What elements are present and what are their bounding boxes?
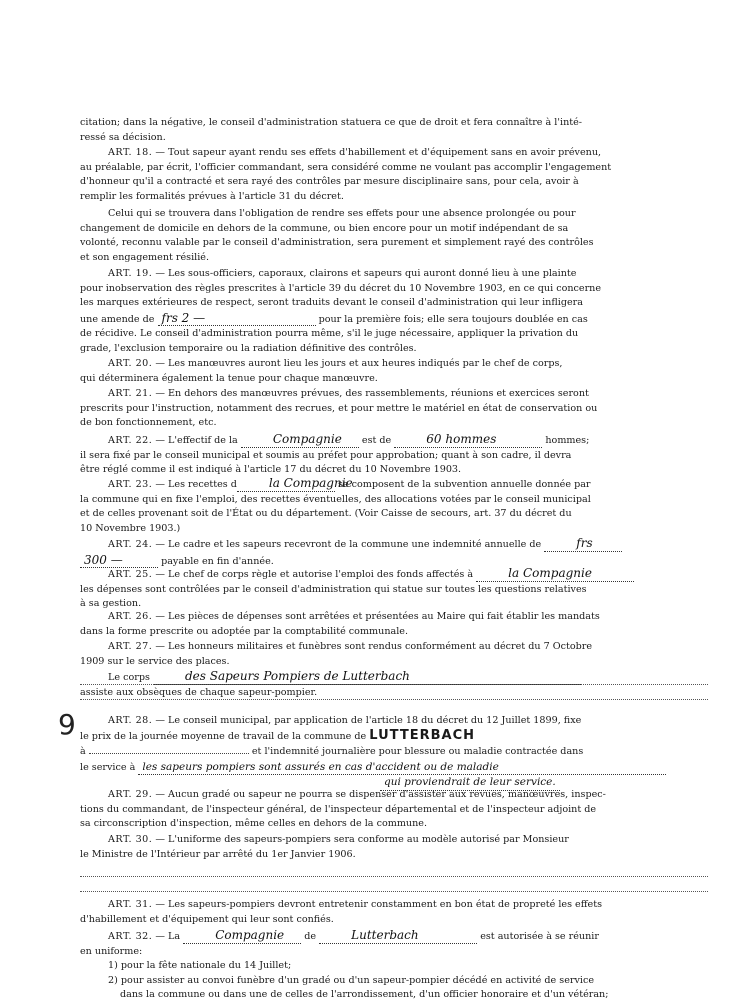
handwritten-corps-type: Compagnie — [241, 432, 359, 448]
article-30: ART. 30. — L'uniforme des sapeurs-pompiers sera conforme au modèle autorisé par Monsieur le Ministre de l'Intérieur par arrêté du 1er Janvier 1906. — [80, 834, 569, 860]
handwritten-fonds: la Compagnie — [476, 566, 634, 582]
article-18: ART. 18. — Tout sapeur ayant rendu ses effets d'habillement et d'équipement sans en avoir prévenu, au préalable, par écrit, l'officier commandant, sera considéré comme ne voulant pas accomplir l'engagement d'honneur qu'il a contracté et sera rayé des contrôles par mesure disciplinaire sans, pour cela, avoir à remplir les formalités prévues à l'article 31 du décret. — [80, 147, 612, 202]
blank-field — [89, 744, 249, 754]
handwritten-corps-name: des Sapeurs Pompiers de Lutterbach — [153, 669, 581, 685]
blank-line — [80, 699, 708, 700]
blank-line — [80, 891, 708, 892]
article-24: ART. 24. — Le cadre et les sapeurs recevront de la commune une indemnité annuelle de frs 300 — payable en fin d'année. — [80, 536, 708, 569]
blank-line — [80, 876, 708, 877]
stamp-commune: LUTTERBACH — [369, 728, 475, 743]
article-29: ART. 29. — Aucun gradé ou sapeur ne pourra se dispenser d'assister aux revues, manœuvres, inspec- tions du commandant, de l'inspecteur général, de l'inspecteur départemental et de l'inspecteur adjoint de sa circonscription d'inspection, même celles en dehors de la commune. — [80, 789, 606, 830]
handwritten-indemnite: 300 — — [80, 553, 158, 569]
handwritten-corps-type-32: Compagnie — [183, 928, 301, 944]
article-26: ART. 26. — Les pièces de dépenses sont arrêtées et présentées au Maire qui fait établir les mandats dans la forme prescrite ou adoptée par la comptabilité communale. — [80, 611, 600, 637]
article-25: ART. 25. — Le chef de corps règle et autorise l'emploi des fonds affectés à la Compagnie les dépenses sont contrôlées par le conseil d'administration qui statue sur toutes les questions relatives à sa gestion. — [80, 566, 708, 612]
article-27: ART. 27. — Les honneurs militaires et funèbres sont rendus conformément au décret du 7 Octobre 1909 sur le service des places. Le corps des Sapeurs Pompiers de Lutterbach assiste aux obsèques de chaque sapeur-pompier. — [80, 641, 593, 698]
handwritten-indemnite-service: les sapeurs pompiers sont assurés en cas d'accident ou de maladie — [138, 760, 666, 776]
blank-line — [80, 684, 708, 685]
handwritten-amende: frs 2 — — [158, 311, 316, 327]
article-28: ART. 28. — Le conseil municipal, par application de l'article 18 du décret du 12 Juillet 1899, fixe le prix de la journée moyenne de travail de la commune de LUTTERBACH à et l'indemnité journalière pour blessure ou maladie contractée dans le service à les sapeurs pompiers sont assurés en cas d'accident ou de maladie qui proviendrait de leur service. — [80, 714, 708, 791]
handwritten-indemnite-unit: frs — [544, 536, 622, 552]
article-21: ART. 21. — En dehors des manœuvres prévues, des rassemblements, réunions et exercices seront prescrits pour l'instruction, notamment des recrues, et pour mettre le matériel en état de conservation ou de bon fonctionnement, etc. — [80, 388, 598, 429]
handwritten-effectif: 60 hommes — [394, 432, 542, 448]
margin-mark: 9 — [58, 708, 76, 741]
paragraph-citation: citation; dans la négative, le conseil d'administration statuera ce que de droit et fera connaître à l'inté- ressé sa décision. — [80, 117, 583, 143]
article-23: ART. 23. — Les recettes d la Compagnie se composent de la subvention annuelle donnée par la commune qui en fixe l'emploi, des recettes éventuelles, des allocations votées par le conseil municipal et de celles provenant soit de l'État ou du département. (Voir Caisse de secours, art. 37 du décret du 10 Novembre 1903.) — [80, 476, 591, 534]
handwritten-indemnite-service-cont: qui proviendrait de leur service. — [380, 775, 560, 791]
article-32: ART. 32. — La Compagnie de Lutterbach est autorisée à se réunir en uniforme: 1) pour la fête nationale du 14 Juillet; 2) pour assister au convoi funèbre d'un gradé ou d'un sapeur-pompier décédé en activité de service dans la commune ou dans une de celles de l'arrondissement, d'un officier honoraire et d'un vétéran; — [80, 928, 609, 1001]
handwritten-recettes: la Compagnie — [237, 476, 335, 492]
article-20: ART. 20. — Les manœuvres auront lieu les jours et aux heures indiqués par le chef de corps, qui déterminera également la tenue pour chaque manœuvre. — [80, 358, 563, 384]
handwritten-commune-32: Lutterbach — [319, 928, 477, 944]
article-31: ART. 31. — Les sapeurs-pompiers devront entretenir constamment en bon état de propreté les effets d'habillement et d'équipement qui leur sont confiés. — [80, 899, 603, 925]
article-22: ART. 22. — L'effectif de la Compagnie est de 60 hommes hommes; il sera fixé par le conseil municipal et soumis au préfet pour approbation; quant à son cadre, il devra être réglé comme il est indiqué à l'article 17 du décret du 10 Novembre 1903. — [80, 432, 590, 476]
article-19: ART. 19. — Les sous-officiers, caporaux, clairons et sapeurs qui auront donné lieu à une plainte pour inobservation des règles prescrites à l'article 39 du décret du 10 Novembre 1903, en ce qui concerne les marques extérieures de respect, seront traduits devant le conseil d'administration qui leur infligera une amende de frs 2 — pour la première fois; elle sera toujours doublée en cas de récidive. Le conseil d'administration pourra même, s'il le juge nécessaire, appliquer la privation du grade, l'exclusion temporaire ou la radiation définitive des contrôles. — [80, 268, 602, 354]
article-18-para-2: Celui qui se trouvera dans l'obligation de rendre ses effets pour une absence prolongée ou pour changement de domicile en dehors de la commune, ou bien encore pour un motif indépendant de sa volonté, reconnu valable par le conseil d'administration, sera purement et simplement rayé des contrôles et son engagement résilié. — [80, 208, 594, 263]
